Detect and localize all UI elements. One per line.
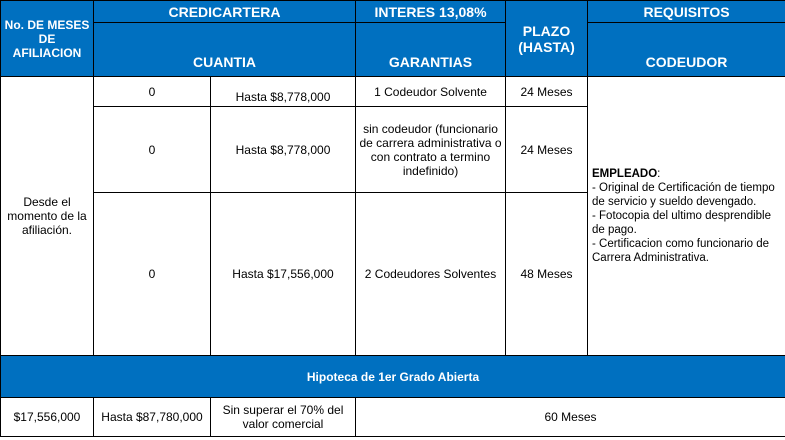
row2-cuantia: Hasta $8,778,000 [211,107,356,193]
header-requisitos: REQUISITOS [588,1,785,23]
requisito-3: - Certificacion como funcionario de Carrera Administrativa. [592,238,770,264]
hipoteca-cuantia: Hasta $87,780,000 [94,398,211,437]
header-codeudor: CODEUDOR [588,23,785,77]
row2-min: 0 [94,107,211,193]
hipoteca-min: $17,556,000 [1,398,94,437]
requisito-2: - Fotocopia del ultimo desprendible de pago. [592,210,771,236]
row3-garantia: 2 Codeudores Solventes [356,193,506,356]
hipoteca-plazo: 60 Meses [356,398,785,437]
meses-afiliacion-cell: Desde el momento de la afiliación. [1,77,94,356]
header-interes: INTERES 13,08% [356,1,506,23]
requisitos-cell [588,77,785,356]
row1-cuantia: Hasta $8,778,000 [211,77,356,107]
header-plazo: PLAZO (HASTA) [506,1,588,77]
header-cuantia: CUANTIA [94,23,356,77]
header-no-meses: No. DE MESES DE AFILIACION [1,1,94,77]
row3-plazo: 48 Meses [506,193,588,356]
row1-plazo: 24 Meses [506,77,588,107]
hipoteca-garantia: Sin superar el 70% del valor comercial [211,398,356,437]
row2-plazo: 24 Meses [506,107,588,193]
requisito-1: - Original de Certificación de tiempo de servicio y sueldo devengado. [592,182,775,208]
requisitos-heading: EMPLEADO [592,168,658,180]
row1-garantia: 1 Codeudor Solvente [356,77,506,107]
hipoteca-band: Hipoteca de 1er Grado Abierta [1,356,785,398]
header-garantias: GARANTIAS [356,23,506,77]
row3-cuantia: Hasta $17,556,000 [211,193,356,356]
row2-garantia: sin codeudor (funcionario de carrera administrativa o con contrato a termino indefinido) [356,107,506,193]
header-credicartera: CREDICARTERA [94,1,356,23]
row1-min: 0 [94,77,211,107]
row3-min: 0 [94,193,211,356]
requisitos-heading-suffix: : [657,168,661,180]
